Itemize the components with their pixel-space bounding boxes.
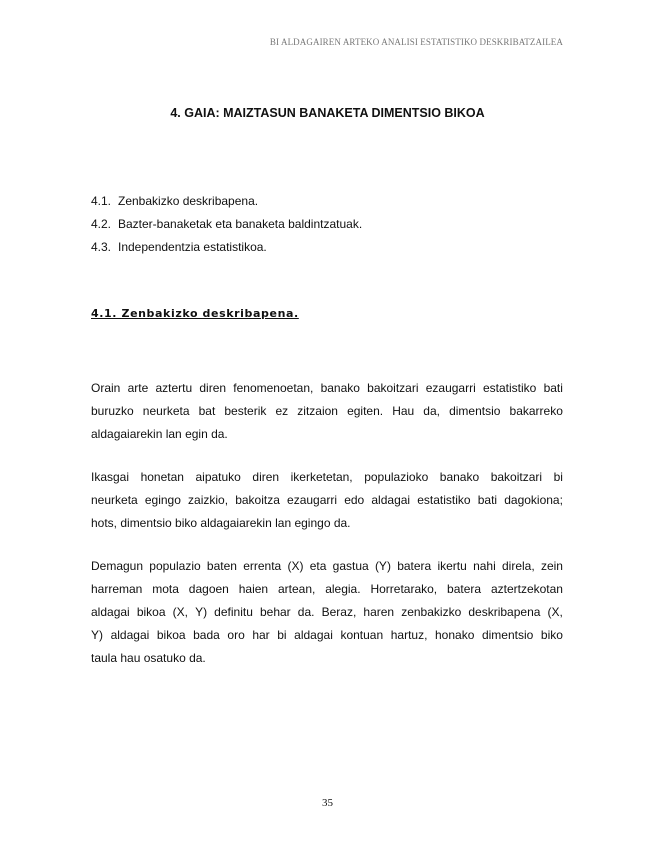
- toc-number: 4.2.: [91, 217, 112, 231]
- paragraph: [91, 381, 563, 450]
- table-of-contents: [91, 194, 362, 263]
- text-line: Ikasgai honetan aipatuko diren ikerketetan, populazioko banako bakoitzari bi: [91, 470, 563, 484]
- page-number: 35: [322, 797, 333, 809]
- text-line: Demagun populazio baten errenta (X) eta gastua (Y) batera ikertu nahi direla, zein: [91, 559, 563, 573]
- running-header: BI ALDAGAIREN ARTEKO ANALISI ESTATISTIKO DESKRIBATZAILEA: [269, 37, 563, 47]
- toc-item: [91, 194, 362, 217]
- text-line: harreman mota dagoen haien artean, alegia. Horretarako, batera aztertzekotan: [91, 582, 563, 596]
- text-line: Y) aldagai bikoa bada oro har bi aldagai kontuan hartuz, honako dimentsio biko: [91, 628, 563, 642]
- toc-item: [91, 240, 362, 263]
- text-line: aldagaiarekin lan egin da.: [91, 427, 228, 441]
- text-line: buruzko neurketa bat besterik ez zitzaion egiten. Hau da, dimentsio bakarreko: [91, 404, 563, 418]
- text-line: taula hau osatuko da.: [91, 651, 206, 665]
- toc-label: Bazter-banaketak eta banaketa baldintzatuak.: [118, 217, 363, 231]
- toc-item: [91, 217, 362, 240]
- text-line: Orain arte aztertu diren fenomenoetan, banako bakoitzari ezaugarri estatistiko bati: [91, 381, 563, 395]
- section-heading: 4.1. Zenbakizko deskribapena.: [91, 307, 299, 320]
- chapter-title: 4. GAIA: MAIZTASUN BANAKETA DIMENTSIO BIKOA: [170, 106, 485, 120]
- text-line: aldagai bikoa (X, Y) definitu behar da. Beraz, haren zenbakizko deskribapena (X,: [91, 605, 563, 619]
- text-line: neurketa egingo zaizkio, bakoitza ezaugarri edo aldagai estatistiko bati dagokiona;: [91, 493, 563, 507]
- toc-label: Independentzia estatistikoa.: [118, 240, 267, 254]
- paragraph: [91, 470, 563, 539]
- toc-number: 4.3.: [91, 240, 112, 254]
- toc-number: 4.1.: [91, 194, 112, 208]
- paragraph: [91, 559, 563, 674]
- text-line: hots, dimentsio biko aldagaiarekin lan egingo da.: [91, 516, 351, 530]
- toc-label: Zenbakizko deskribapena.: [118, 194, 259, 208]
